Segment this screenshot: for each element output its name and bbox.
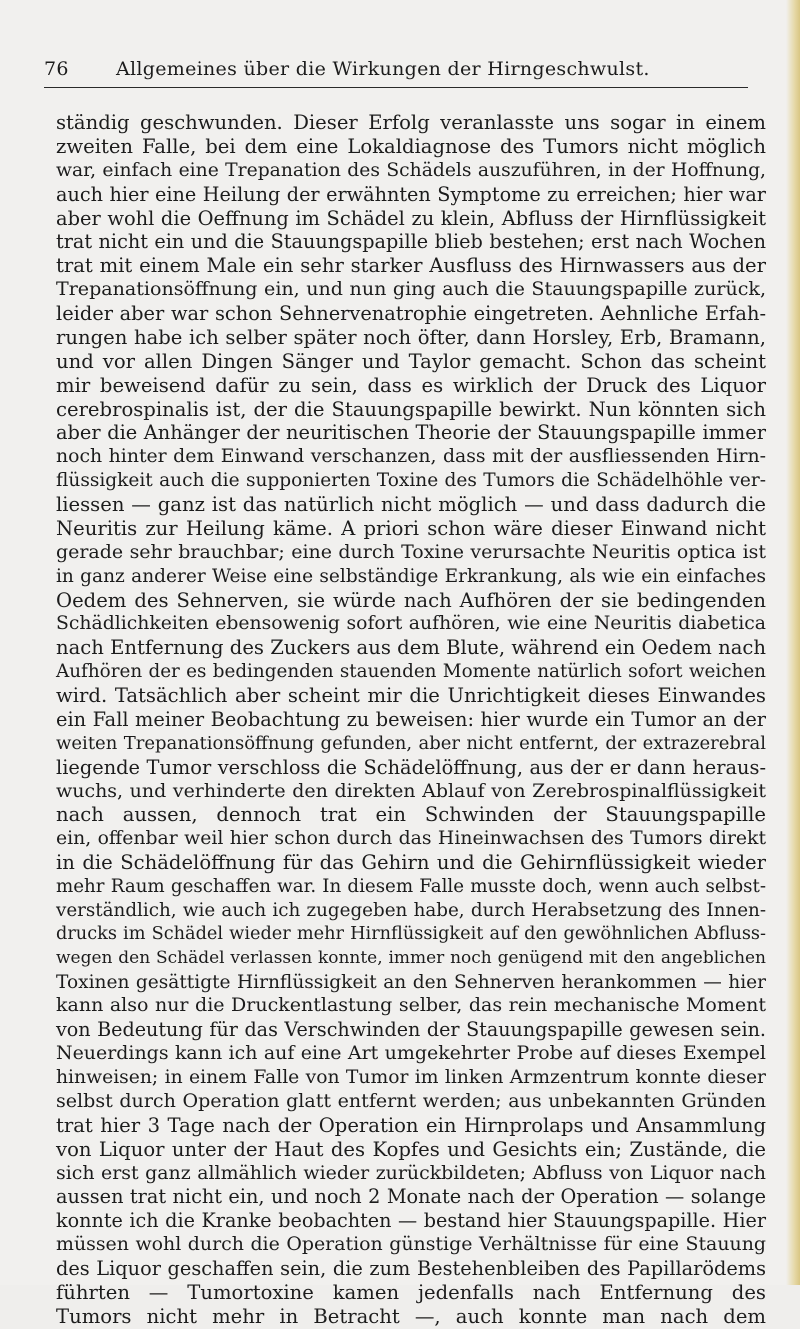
text-line: ein Fall meiner Beobachtung zu beweisen: hier wurde ein Tumor an der bbox=[56, 707, 766, 731]
text-line: des Liquor geschaffen sein, die zum Bestehenbleiben des Papillarödems bbox=[56, 1257, 766, 1280]
text-line: hinweisen; in einem Falle von Tumor im linken Armzentrum konnte dieser bbox=[56, 1067, 766, 1088]
text-line: Oedem des Sehnerven, sie würde nach Aufhören der sie bedingenden bbox=[56, 588, 766, 612]
text-line: auch hier eine Heilung der erwähnten Symptome zu erreichen; hier war bbox=[56, 182, 766, 206]
text-line: aussen trat nicht ein, und noch 2 Monate nach der Operation — solange bbox=[56, 1185, 766, 1209]
text-line: wuchs, und verhinderte den direkten Ablauf von Zerebrospinalflüssigkeit bbox=[56, 779, 766, 802]
text-line: weiten Trepanationsöffnung gefunden, aber nicht entfernt, der extrazerebral bbox=[56, 732, 766, 754]
text-line: trat hier 3 Tage nach der Operation ein Hirnprolaps und Ansammlung bbox=[56, 1113, 766, 1137]
text-line: trat mit einem Male ein sehr starker Ausfluss des Hirnwassers aus der bbox=[56, 254, 766, 278]
text-line: ein, offenbar weil hier schon durch das Hineinwachsen des Tumors direkt bbox=[56, 828, 766, 850]
text-line: kann also nur die Druckentlastung selber, das rein mechanische Moment bbox=[56, 994, 766, 1017]
running-title: Allgemeines über die Wirkungen der Hirngeschwulst. bbox=[116, 58, 650, 80]
text-line: noch hinter dem Einwand verschanzen, dass mit der ausfliessenden Hirn- bbox=[56, 446, 766, 468]
text-line: trat nicht ein und die Stauungspapille blieb bestehen; erst nach Wochen bbox=[56, 230, 766, 254]
text-line: müssen wohl durch die Operation günstige Verhältnisse für eine Stauung bbox=[56, 1233, 766, 1256]
text-line: aber wohl die Oeffnung im Schädel zu klein, Abfluss der Hirnflüssigkeit bbox=[56, 206, 766, 230]
text-line: nach aussen, dennoch trat ein Schwinden der Stauungspapille bbox=[56, 803, 766, 827]
text-line: konnte ich die Kranke beobachten — bestand hier Stauungspapille. Hier bbox=[56, 1209, 766, 1233]
text-line: zweiten Falle, bei dem eine Lokaldiagnose des Tumors nicht möglich bbox=[56, 134, 766, 158]
running-header bbox=[44, 58, 764, 88]
header-rule bbox=[44, 87, 748, 88]
text-line: cerebrospinalis ist, der die Stauungspapille bewirkt. Nun könnten sich bbox=[56, 397, 766, 421]
text-line: Aufhören der es bedingenden stauenden Momente natürlich sofort weichen bbox=[56, 661, 766, 683]
text-line: sich erst ganz allmählich wieder zurückbildeten; Abfluss von Liquor nach bbox=[56, 1161, 766, 1184]
text-line: in die Schädelöffnung für das Gehirn und die Gehirnflüssigkeit wieder bbox=[56, 851, 766, 875]
text-line: leider aber war schon Sehnervenatrophie eingetreten. Aehnliche Erfah- bbox=[56, 302, 766, 325]
text-line: in ganz anderer Weise eine selbständige Erkrankung, als wie ein einfaches bbox=[56, 565, 766, 587]
text-line: wird. Tatsächlich aber scheint mir die Unrichtigkeit dieses Einwandes bbox=[56, 684, 766, 707]
text-line: verständlich, wie auch ich zugegeben habe, durch Herabsetzung des Innen- bbox=[56, 899, 766, 921]
text-line: liegende Tumor verschloss die Schädelöffnung, aus der er dann heraus- bbox=[56, 755, 766, 779]
page-number: 76 bbox=[44, 58, 69, 80]
text-line: Neuerdings kann ich auf eine Art umgekehrter Probe auf dieses Exempel bbox=[56, 1042, 766, 1065]
text-line: nach Entfernung des Zuckers aus dem Blute, während ein Oedem nach bbox=[56, 636, 766, 660]
page-edge bbox=[786, 0, 800, 1285]
text-line: von Liquor unter der Haut des Kopfes und Gesichts ein; Zustände, die bbox=[56, 1137, 766, 1161]
text-line: selbst durch Operation glatt entfernt werden; aus unbekannten Gründen bbox=[56, 1089, 766, 1112]
text-line: von Bedeutung für das Verschwinden der Stauungspapille gewesen sein. bbox=[56, 1018, 766, 1042]
text-line: ständig geschwunden. Dieser Erfolg veranlasste uns sogar in einem bbox=[56, 111, 766, 134]
text-line: und vor allen Dingen Sänger und Taylor gemacht. Schon das scheint bbox=[56, 349, 766, 373]
text-line: wegen den Schädel verlassen konnte, immer noch genügend mit den angeblichen bbox=[56, 947, 766, 968]
text-line: Neuritis zur Heilung käme. A priori schon wäre dieser Einwand nicht bbox=[56, 516, 766, 540]
text-line: liessen — ganz ist das natürlich nicht möglich — und dass dadurch die bbox=[56, 493, 766, 516]
text-line: mir beweisend dafür zu sein, dass es wirklich der Druck des Liquor bbox=[56, 373, 766, 397]
text-line: Schädlichkeiten ebensowenig sofort aufhören, wie eine Neuritis diabetica bbox=[56, 613, 766, 635]
text-line: gerade sehr brauchbar; eine durch Toxine verursachte Neuritis optica ist bbox=[56, 540, 766, 563]
text-line: Trepanationsöffnung ein, und nun ging auch die Stauungspapille zurück, bbox=[56, 278, 766, 301]
text-line: aber die Anhänger der neuritischen Theorie der Stauungspapille immer bbox=[56, 421, 766, 445]
text-line: Tumors nicht mehr in Betracht —, auch konnte man nach dem bbox=[56, 1304, 766, 1328]
text-line: Toxinen gesättigte Hirnflüssigkeit an den Sehnerven herankommen — hier bbox=[56, 971, 766, 993]
text-line: rungen habe ich selber später noch öfter, dann Horsley, Erb, Bramann, bbox=[56, 325, 766, 349]
text-line: flüssigkeit auch die supponierten Toxine des Tumors die Schädelhöhle ver- bbox=[56, 470, 766, 492]
body-text bbox=[56, 111, 766, 1329]
text-line: führten — Tumortoxine kamen jedenfalls nach Entfernung des bbox=[56, 1280, 766, 1304]
text-line: war, einfach eine Trepanation des Schädels auszuführen, in der Hoffnung, bbox=[56, 159, 766, 181]
text-line: drucks im Schädel wieder mehr Hirnflüssigkeit auf den gewöhnlichen Abfluss- bbox=[56, 923, 766, 944]
text-line: mehr Raum geschaffen war. In diesem Falle musste doch, wenn auch selbst- bbox=[56, 876, 766, 897]
